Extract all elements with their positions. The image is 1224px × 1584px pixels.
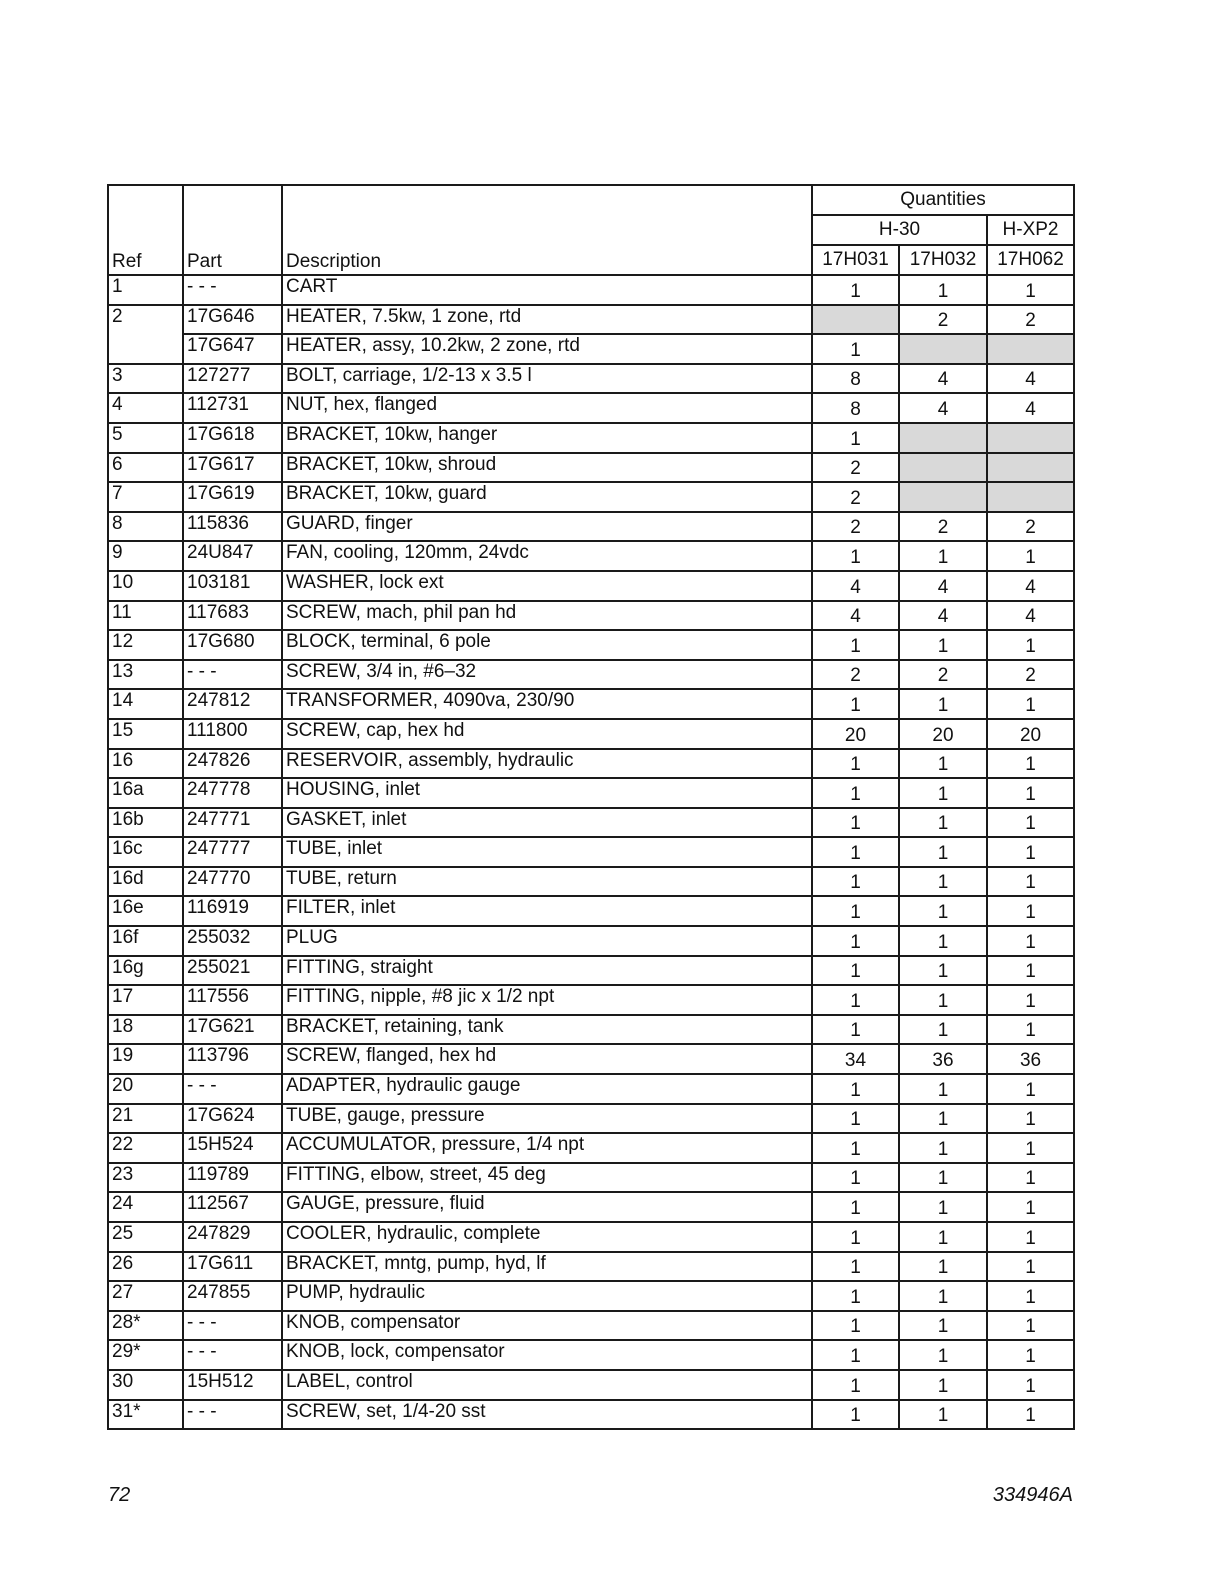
- cell-qty: 1: [899, 1133, 987, 1163]
- table-row: [108, 275, 1074, 305]
- cell-description: NUT, hex, flanged: [282, 393, 812, 423]
- cell-qty: 1: [899, 1400, 987, 1430]
- cell-qty: 1: [899, 926, 987, 956]
- cell-part: 17G624: [183, 1104, 282, 1134]
- cell-ref: 14: [108, 689, 183, 719]
- cell-qty: 1: [987, 689, 1074, 719]
- cell-part: 17G617: [183, 453, 282, 483]
- cell-qty: 4: [899, 571, 987, 601]
- cell-qty: 1: [987, 1015, 1074, 1045]
- cell-qty: 1: [987, 1311, 1074, 1341]
- cell-qty-not-applicable: [987, 482, 1074, 512]
- cell-part: 117556: [183, 985, 282, 1015]
- cell-qty: 8: [812, 364, 899, 394]
- cell-part: 17G646: [183, 305, 282, 335]
- cell-part: 17G618: [183, 423, 282, 453]
- cell-qty: 1: [899, 541, 987, 571]
- cell-qty: 1: [899, 867, 987, 897]
- cell-qty: 1: [812, 630, 899, 660]
- cell-part: 247778: [183, 778, 282, 808]
- cell-qty: 4: [899, 601, 987, 631]
- cell-qty: 1: [812, 749, 899, 779]
- cell-description: BRACKET, 10kw, shroud: [282, 453, 812, 483]
- cell-qty: 34: [812, 1044, 899, 1074]
- cell-qty: 1: [899, 630, 987, 660]
- cell-qty: 1: [987, 926, 1074, 956]
- cell-qty: 1: [987, 896, 1074, 926]
- header-description: Description: [282, 185, 812, 275]
- cell-qty: 2: [987, 660, 1074, 690]
- cell-qty: 1: [812, 1340, 899, 1370]
- cell-ref: 21: [108, 1104, 183, 1134]
- table-row: [108, 571, 1074, 601]
- header-group-hxp2: H-XP2: [987, 215, 1074, 245]
- cell-qty: 1: [812, 1222, 899, 1252]
- cell-description: FITTING, elbow, street, 45 deg: [282, 1163, 812, 1193]
- cell-qty: 1: [899, 1192, 987, 1222]
- cell-qty: 1: [812, 985, 899, 1015]
- cell-qty-not-applicable: [899, 334, 987, 364]
- cell-description: BLOCK, terminal, 6 pole: [282, 630, 812, 660]
- cell-description: ADAPTER, hydraulic gauge: [282, 1074, 812, 1104]
- header-group-h30: H-30: [812, 215, 987, 245]
- cell-ref: 12: [108, 630, 183, 660]
- cell-ref: 7: [108, 482, 183, 512]
- cell-part: - - -: [183, 660, 282, 690]
- cell-part: - - -: [183, 1074, 282, 1104]
- cell-ref: 29*: [108, 1340, 183, 1370]
- table-row: [108, 1163, 1074, 1193]
- table-row: [108, 896, 1074, 926]
- table-row: [108, 541, 1074, 571]
- table-row: [108, 1192, 1074, 1222]
- cell-qty: 1: [899, 1104, 987, 1134]
- cell-part: 116919: [183, 896, 282, 926]
- cell-description: SCREW, cap, hex hd: [282, 719, 812, 749]
- cell-qty: 2: [812, 512, 899, 542]
- cell-qty: 1: [987, 1370, 1074, 1400]
- cell-qty: 2: [812, 453, 899, 483]
- cell-description: COOLER, hydraulic, complete: [282, 1222, 812, 1252]
- table-row: [108, 808, 1074, 838]
- cell-ref: 16a: [108, 778, 183, 808]
- cell-qty: 2: [899, 305, 987, 335]
- cell-ref: 6: [108, 453, 183, 483]
- cell-qty: 1: [899, 275, 987, 305]
- cell-part: 247777: [183, 837, 282, 867]
- cell-description: FITTING, nipple, #8 jic x 1/2 npt: [282, 985, 812, 1015]
- table-row: [108, 512, 1074, 542]
- cell-part: 17G619: [183, 482, 282, 512]
- table-row: [108, 1252, 1074, 1282]
- cell-part: 24U847: [183, 541, 282, 571]
- cell-qty: 1: [899, 896, 987, 926]
- cell-part: 15H524: [183, 1133, 282, 1163]
- cell-qty: 1: [987, 1192, 1074, 1222]
- cell-part: 247829: [183, 1222, 282, 1252]
- cell-qty: 1: [899, 1340, 987, 1370]
- cell-qty: 1: [899, 1163, 987, 1193]
- table-row: [108, 660, 1074, 690]
- table-row: [108, 305, 1074, 335]
- cell-qty: 4: [899, 364, 987, 394]
- cell-qty: 1: [812, 1015, 899, 1045]
- cell-part: - - -: [183, 1311, 282, 1341]
- cell-qty: 1: [899, 778, 987, 808]
- cell-description: HOUSING, inlet: [282, 778, 812, 808]
- table-row: [108, 630, 1074, 660]
- cell-ref: 28*: [108, 1311, 183, 1341]
- cell-part: 112567: [183, 1192, 282, 1222]
- cell-part: 117683: [183, 601, 282, 631]
- cell-qty: 4: [987, 601, 1074, 631]
- table-row: [108, 689, 1074, 719]
- cell-description: RESERVOIR, assembly, hydraulic: [282, 749, 812, 779]
- cell-qty: 1: [812, 778, 899, 808]
- cell-description: SCREW, mach, phil pan hd: [282, 601, 812, 631]
- cell-qty: 1: [812, 1370, 899, 1400]
- cell-qty: 2: [987, 512, 1074, 542]
- cell-ref: 24: [108, 1192, 183, 1222]
- table-row: [108, 601, 1074, 631]
- cell-description: SCREW, 3/4 in, #6–32: [282, 660, 812, 690]
- cell-qty: 1: [812, 808, 899, 838]
- table-row: [108, 1400, 1074, 1430]
- table-row: [108, 749, 1074, 779]
- cell-qty: 1: [899, 837, 987, 867]
- cell-qty: 1: [812, 689, 899, 719]
- cell-ref: 19: [108, 1044, 183, 1074]
- cell-qty: 4: [987, 571, 1074, 601]
- header-part: Part: [183, 185, 282, 275]
- cell-qty: 1: [899, 1074, 987, 1104]
- cell-qty: 1: [987, 808, 1074, 838]
- cell-part: 17G647: [183, 334, 282, 364]
- cell-description: BRACKET, mntg, pump, hyd, lf: [282, 1252, 812, 1282]
- cell-qty: 1: [899, 689, 987, 719]
- cell-qty: 1: [987, 1133, 1074, 1163]
- cell-part: - - -: [183, 275, 282, 305]
- table-row: [108, 837, 1074, 867]
- header-model-17h062: 17H062: [987, 245, 1074, 275]
- cell-part: 17G621: [183, 1015, 282, 1045]
- cell-ref: 16f: [108, 926, 183, 956]
- cell-description: PUMP, hydraulic: [282, 1281, 812, 1311]
- cell-ref: 1: [108, 275, 183, 305]
- cell-ref: 16e: [108, 896, 183, 926]
- table-row: [108, 1370, 1074, 1400]
- cell-ref: 16b: [108, 808, 183, 838]
- cell-qty: 1: [987, 1252, 1074, 1282]
- cell-part: 112731: [183, 393, 282, 423]
- cell-qty: 1: [899, 1311, 987, 1341]
- cell-qty: 4: [812, 571, 899, 601]
- cell-part: 17G680: [183, 630, 282, 660]
- table-row: [108, 1281, 1074, 1311]
- table-row: [108, 334, 1074, 364]
- table-row: [108, 778, 1074, 808]
- cell-qty: 1: [812, 837, 899, 867]
- cell-ref: 4: [108, 393, 183, 423]
- cell-description: TUBE, gauge, pressure: [282, 1104, 812, 1134]
- cell-qty: 2: [812, 482, 899, 512]
- cell-ref: 27: [108, 1281, 183, 1311]
- cell-qty: 1: [899, 1222, 987, 1252]
- cell-description: BRACKET, retaining, tank: [282, 1015, 812, 1045]
- table-row: [108, 364, 1074, 394]
- cell-description: TUBE, return: [282, 867, 812, 897]
- cell-ref: [108, 334, 183, 364]
- cell-description: BRACKET, 10kw, guard: [282, 482, 812, 512]
- cell-qty: 1: [987, 1340, 1074, 1370]
- table-row: [108, 719, 1074, 749]
- header-ref: Ref: [108, 185, 183, 275]
- cell-part: 127277: [183, 364, 282, 394]
- table-row: [108, 1311, 1074, 1341]
- cell-qty: 1: [812, 541, 899, 571]
- cell-part: 255021: [183, 956, 282, 986]
- cell-qty: 1: [812, 1074, 899, 1104]
- cell-part: 255032: [183, 926, 282, 956]
- cell-qty-not-applicable: [987, 453, 1074, 483]
- parts-list-body: [108, 275, 1074, 1429]
- cell-description: TRANSFORMER, 4090va, 230/90: [282, 689, 812, 719]
- cell-description: ACCUMULATOR, pressure, 1/4 npt: [282, 1133, 812, 1163]
- cell-ref: 16g: [108, 956, 183, 986]
- cell-ref: 5: [108, 423, 183, 453]
- cell-ref: 26: [108, 1252, 183, 1282]
- table-row: [108, 1104, 1074, 1134]
- cell-ref: 10: [108, 571, 183, 601]
- cell-qty: 1: [899, 1015, 987, 1045]
- cell-part: 15H512: [183, 1370, 282, 1400]
- cell-description: FAN, cooling, 120mm, 24vdc: [282, 541, 812, 571]
- cell-ref: 22: [108, 1133, 183, 1163]
- cell-qty: 20: [987, 719, 1074, 749]
- cell-qty: 1: [987, 1400, 1074, 1430]
- cell-description: GUARD, finger: [282, 512, 812, 542]
- table-row: [108, 482, 1074, 512]
- cell-qty: 2: [812, 660, 899, 690]
- document-number: 334946A: [992, 1484, 1073, 1506]
- table-row: [108, 1015, 1074, 1045]
- header-model-17h032: 17H032: [899, 245, 987, 275]
- cell-qty: 1: [899, 1370, 987, 1400]
- cell-part: 103181: [183, 571, 282, 601]
- cell-description: KNOB, compensator: [282, 1311, 812, 1341]
- cell-ref: 13: [108, 660, 183, 690]
- cell-description: SCREW, flanged, hex hd: [282, 1044, 812, 1074]
- cell-qty: 1: [812, 1281, 899, 1311]
- cell-ref: 31*: [108, 1400, 183, 1430]
- cell-qty: 20: [899, 719, 987, 749]
- cell-part: 111800: [183, 719, 282, 749]
- table-row: [108, 1074, 1074, 1104]
- cell-ref: 17: [108, 985, 183, 1015]
- table-row: [108, 1133, 1074, 1163]
- cell-part: 119789: [183, 1163, 282, 1193]
- cell-qty: 1: [987, 275, 1074, 305]
- cell-qty: 2: [899, 660, 987, 690]
- table-row: [108, 423, 1074, 453]
- cell-qty: 1: [987, 1281, 1074, 1311]
- cell-qty-not-applicable: [987, 423, 1074, 453]
- cell-ref: 16c: [108, 837, 183, 867]
- cell-qty: 1: [812, 1252, 899, 1282]
- cell-qty: 4: [987, 393, 1074, 423]
- cell-description: GASKET, inlet: [282, 808, 812, 838]
- table-row: [108, 1222, 1074, 1252]
- cell-qty: 1: [987, 867, 1074, 897]
- cell-description: BRACKET, 10kw, hanger: [282, 423, 812, 453]
- cell-qty: 4: [899, 393, 987, 423]
- table-row: [108, 985, 1074, 1015]
- cell-description: HEATER, 7.5kw, 1 zone, rtd: [282, 305, 812, 335]
- cell-qty: 1: [899, 749, 987, 779]
- cell-description: HEATER, assy, 10.2kw, 2 zone, rtd: [282, 334, 812, 364]
- cell-ref: 16: [108, 749, 183, 779]
- cell-ref: 11: [108, 601, 183, 631]
- cell-ref: 18: [108, 1015, 183, 1045]
- cell-qty: 1: [812, 1163, 899, 1193]
- cell-qty: 1: [812, 1311, 899, 1341]
- cell-qty: 1: [812, 1192, 899, 1222]
- cell-qty: 36: [987, 1044, 1074, 1074]
- cell-qty: 4: [812, 601, 899, 631]
- cell-description: KNOB, lock, compensator: [282, 1340, 812, 1370]
- cell-qty: 1: [899, 1281, 987, 1311]
- header-model-17h031: 17H031: [812, 245, 899, 275]
- cell-qty: 1: [987, 956, 1074, 986]
- cell-part: 247812: [183, 689, 282, 719]
- cell-qty: 1: [899, 808, 987, 838]
- cell-ref: 3: [108, 364, 183, 394]
- header-quantities: Quantities: [812, 185, 1074, 215]
- cell-qty-not-applicable: [899, 423, 987, 453]
- cell-qty-not-applicable: [987, 334, 1074, 364]
- table-row: [108, 926, 1074, 956]
- cell-qty: 1: [812, 1133, 899, 1163]
- table-row: [108, 1044, 1074, 1074]
- cell-qty: 1: [812, 1400, 899, 1430]
- cell-description: FILTER, inlet: [282, 896, 812, 926]
- cell-qty: 4: [987, 364, 1074, 394]
- table-row: [108, 1340, 1074, 1370]
- cell-qty: 1: [899, 985, 987, 1015]
- cell-qty: 2: [987, 305, 1074, 335]
- cell-ref: 2: [108, 305, 183, 335]
- cell-qty: 8: [812, 393, 899, 423]
- cell-qty: 1: [899, 956, 987, 986]
- cell-qty: 1: [987, 985, 1074, 1015]
- cell-description: SCREW, set, 1/4-20 sst: [282, 1400, 812, 1430]
- cell-part: 247855: [183, 1281, 282, 1311]
- cell-ref: 15: [108, 719, 183, 749]
- cell-ref: 25: [108, 1222, 183, 1252]
- cell-part: - - -: [183, 1340, 282, 1370]
- cell-ref: 30: [108, 1370, 183, 1400]
- cell-ref: 16d: [108, 867, 183, 897]
- cell-part: 113796: [183, 1044, 282, 1074]
- cell-qty: 36: [899, 1044, 987, 1074]
- cell-qty: 1: [987, 1074, 1074, 1104]
- cell-qty: 1: [812, 334, 899, 364]
- cell-description: CART: [282, 275, 812, 305]
- cell-qty: 1: [812, 1104, 899, 1134]
- cell-ref: 23: [108, 1163, 183, 1193]
- cell-qty: 1: [987, 749, 1074, 779]
- cell-qty-not-applicable: [899, 482, 987, 512]
- cell-part: 115836: [183, 512, 282, 542]
- table-row: [108, 867, 1074, 897]
- cell-qty: 1: [987, 837, 1074, 867]
- cell-description: WASHER, lock ext: [282, 571, 812, 601]
- cell-description: PLUG: [282, 926, 812, 956]
- cell-qty-not-applicable: [899, 453, 987, 483]
- cell-qty: 1: [987, 541, 1074, 571]
- cell-qty-not-applicable: [812, 305, 899, 335]
- cell-qty: 1: [812, 275, 899, 305]
- cell-ref: 8: [108, 512, 183, 542]
- cell-description: LABEL, control: [282, 1370, 812, 1400]
- cell-part: 247771: [183, 808, 282, 838]
- cell-ref: 20: [108, 1074, 183, 1104]
- cell-qty: 1: [812, 956, 899, 986]
- table-row: [108, 393, 1074, 423]
- cell-qty: 1: [812, 867, 899, 897]
- cell-description: FITTING, straight: [282, 956, 812, 986]
- cell-qty: 1: [987, 778, 1074, 808]
- cell-ref: 9: [108, 541, 183, 571]
- cell-part: 247770: [183, 867, 282, 897]
- cell-qty: 1: [899, 1252, 987, 1282]
- cell-part: - - -: [183, 1400, 282, 1430]
- cell-qty: 1: [987, 1163, 1074, 1193]
- parts-list-table: [107, 184, 1075, 1430]
- table-row: [108, 453, 1074, 483]
- page-number: 72: [108, 1484, 131, 1506]
- cell-part: 17G611: [183, 1252, 282, 1282]
- cell-part: 247826: [183, 749, 282, 779]
- cell-qty: 1: [987, 1104, 1074, 1134]
- cell-qty: 2: [899, 512, 987, 542]
- cell-qty: 1: [987, 1222, 1074, 1252]
- cell-qty: 1: [812, 926, 899, 956]
- cell-description: BOLT, carriage, 1/2-13 x 3.5 l: [282, 364, 812, 394]
- cell-description: GAUGE, pressure, fluid: [282, 1192, 812, 1222]
- table-row: [108, 956, 1074, 986]
- cell-qty: 1: [812, 896, 899, 926]
- cell-qty: 1: [987, 630, 1074, 660]
- cell-qty: 1: [812, 423, 899, 453]
- cell-qty: 20: [812, 719, 899, 749]
- cell-description: TUBE, inlet: [282, 837, 812, 867]
